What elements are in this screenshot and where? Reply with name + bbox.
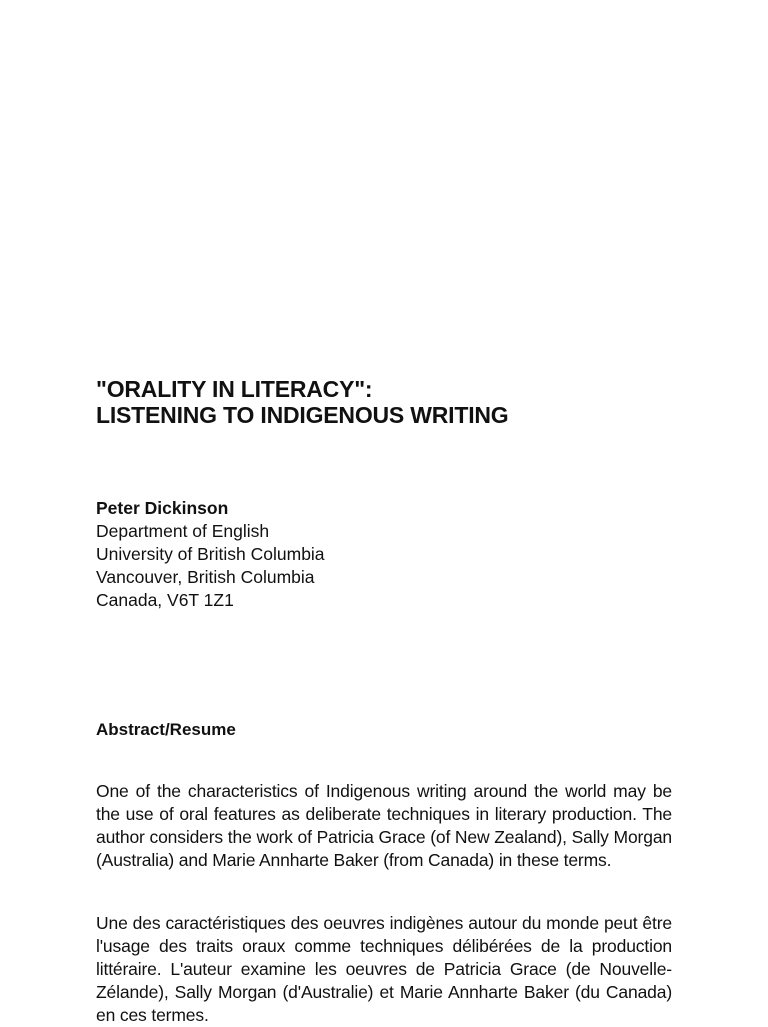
abstract-english: One of the characteristics of Indigenous writing around the world may be the use of oral features as deliberate techniques in literary production. The author considers the work of Patricia Grace (of New Zealand), Sally Morgan (Australia) and Marie Annharte Baker (from Canada) in these terms.: [96, 781, 672, 870]
article-title: [96, 376, 672, 428]
author-affiliation: [96, 497, 672, 612]
author-city: Vancouver, British Columbia: [96, 567, 315, 587]
author-country: Canada, V6T 1Z1: [96, 590, 234, 610]
abstract-heading: Abstract/Resume: [96, 720, 236, 739]
author-department: Department of English: [96, 521, 270, 541]
abstract-french: Une des caractéristiques des oeuvres indigènes autour du monde peut être l'usage des traits oraux comme techniques délibérées de la production littéraire. L'auteur examine les oeuvres de Patricia Grace (de Nouvelle-Zélande), Sally Morgan (d'Australie) et Marie Annharte Baker (du Canada) en ces termes.: [96, 913, 672, 1025]
document-page: [96, 0, 672, 1024]
author-university: University of British Columbia: [96, 544, 325, 564]
author-name: Peter Dickinson: [96, 498, 229, 518]
title-line-2: LISTENING TO INDIGENOUS WRITING: [96, 402, 509, 428]
title-line-1: "ORALITY IN LITERACY":: [96, 376, 373, 402]
